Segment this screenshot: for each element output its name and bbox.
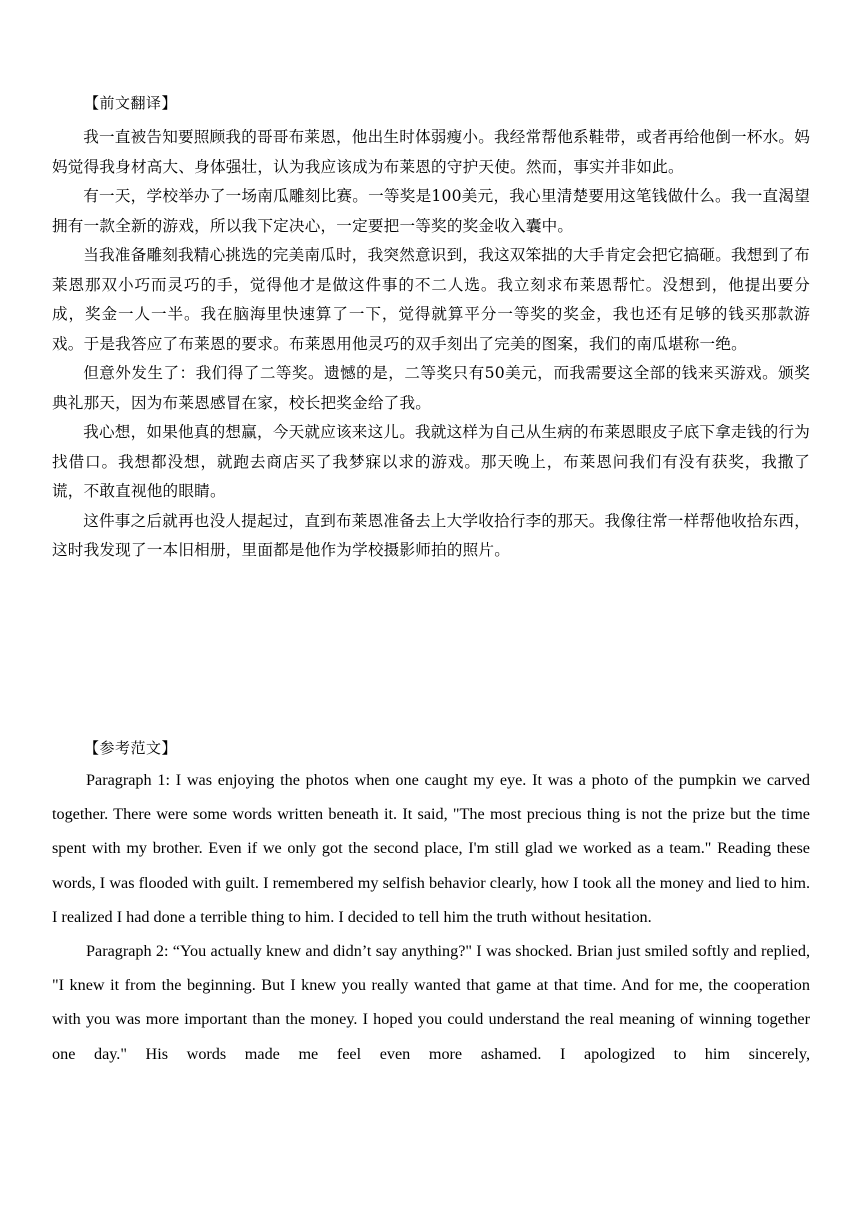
reference-essay-body (52, 763, 810, 1071)
preface-paragraph-5: 我心想，如果他真的想赢，今天就应该来这儿。我就这样为自己从生病的布莱恩眼皮子底下拿走钱的行为找借口。我想都没想，就跑去商店买了我梦寐以求的游戏。那天晚上，布莱恩问我们有没有获奖，我撒了谎，不敢直视他的眼睛。 (52, 423, 810, 500)
preface-translation-heading: 【前文翻译】 (84, 94, 178, 112)
preface-translation-body (52, 123, 810, 566)
reference-paragraph-2: Paragraph 2: “You actually knew and didn’t say anything?" I was shocked. Brian just smiled softly and replied, "I knew it from the beginning. But I knew you really wanted that game at that time. And for me, the cooperation with you was more important than the money. I hoped you could understand the real meaning of winning together one day." His words made me feel even more ashamed. I apologized to him sincerely, (52, 942, 810, 1063)
preface-paragraph-1: 我一直被告知要照顾我的哥哥布莱恩，他出生时体弱瘦小。我经常帮他系鞋带，或者再给他倒一杯水。妈妈觉得我身材高大、身体强壮，认为我应该成为布莱恩的守护天使。然而，事实并非如此。 (52, 128, 810, 176)
preface-paragraph-4: 但意外发生了：我们得了二等奖。遗憾的是，二等奖只有50美元，而我需要这全部的钱来买游戏。颁奖典礼那天，因为布莱恩感冒在家，校长把奖金给了我。 (52, 364, 810, 412)
reference-paragraph-1: Paragraph 1: I was enjoying the photos when one caught my eye. It was a photo of the pumpkin we carved together. There were some words written beneath it. It said, "The most precious thing is not the prize but the time spent with my brother. Even if we only got the second place, I'm still glad we worked as a team." Reading these words, I was flooded with guilt. I remembered my selfish behavior clearly, how I took all the money and lied to him. I realized I had done a terrible thing to him. I decided to tell him the truth without hesitation. (52, 771, 810, 926)
preface-paragraph-6: 这件事之后就再也没人提起过，直到布莱恩准备去上大学收拾行李的那天。我像往常一样帮他收拾东西，这时我发现了一本旧相册，里面都是他作为学校摄影师拍的照片。 (52, 511, 810, 559)
preface-paragraph-2: 有一天，学校举办了一场南瓜雕刻比赛。一等奖是100美元，我心里清楚要用这笔钱做什么。我一直渴望拥有一款全新的游戏，所以我下定决心，一定要把一等奖的奖金收入囊中。 (52, 187, 810, 235)
preface-paragraph-3: 当我准备雕刻我精心挑选的完美南瓜时，我突然意识到，我这双笨拙的大手肯定会把它搞砸。我想到了布莱恩那双小巧而灵巧的手，觉得他才是做这件事的不二人选。我立刻求布莱恩帮忙。没想到，他提出要分成，奖金一人一半。我在脑海里快速算了一下，觉得就算平分一等奖的奖金，我也还有足够的钱买那款游戏。于是我答应了布莱恩的要求。布莱恩用他灵巧的双手刻出了完美的图案，我们的南瓜堪称一绝。 (52, 246, 810, 353)
reference-essay-heading: 【参考范文】 (84, 739, 178, 757)
